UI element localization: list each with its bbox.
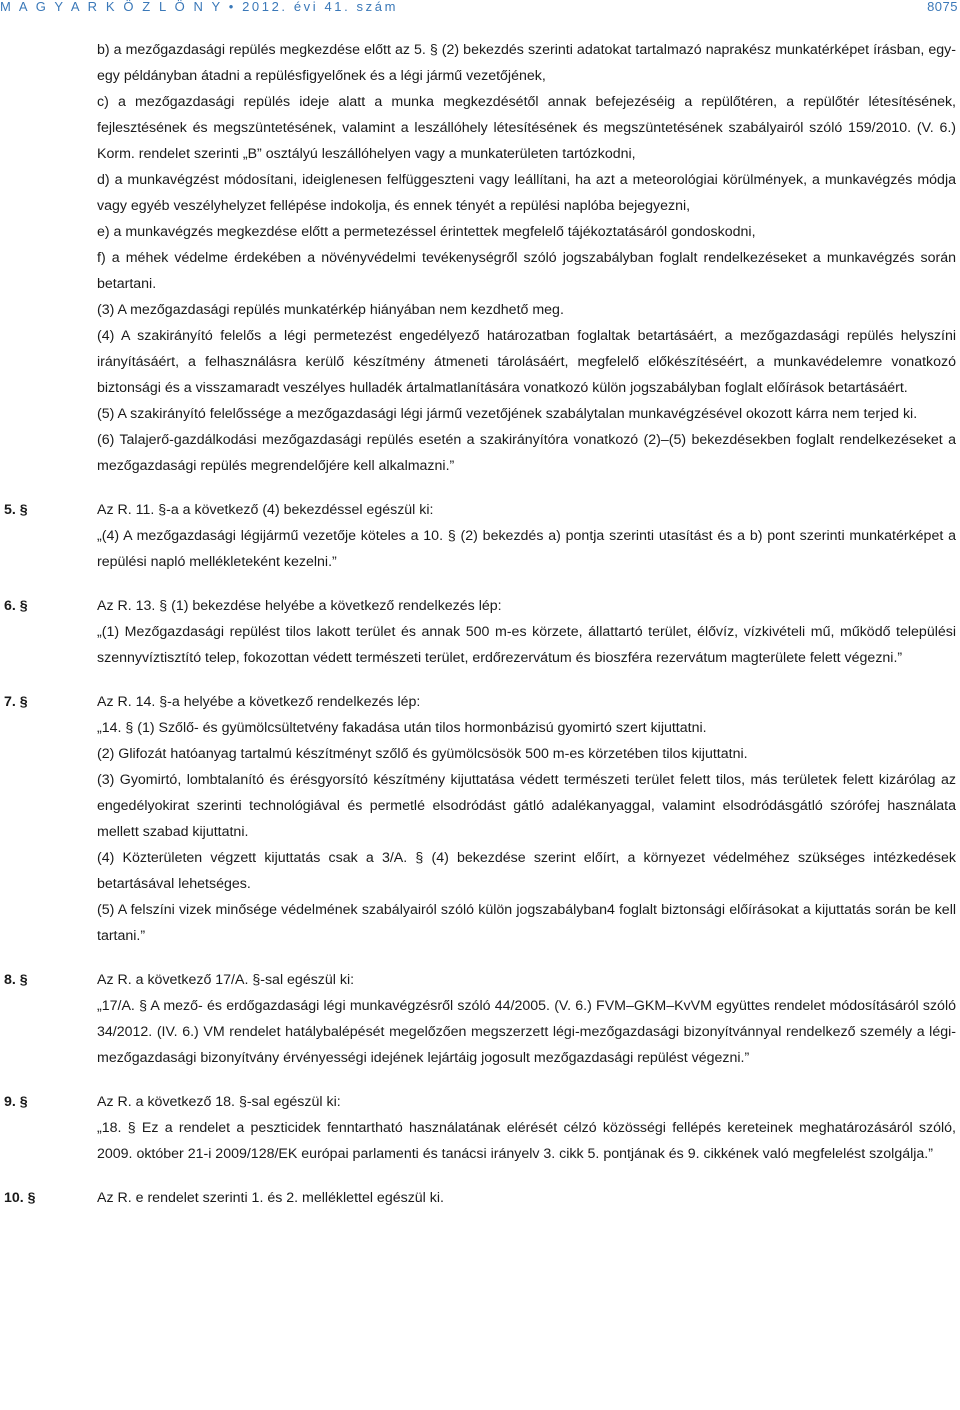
section-number: 6. §	[4, 598, 28, 614]
page-number: 8075	[927, 0, 958, 14]
section-paragraph: „14. § (1) Szőlő- és gyümölcsültetvény fakadása után tilos hormonbázisú gyomirtó szert kijuttatni.	[97, 720, 707, 736]
journal-title: M A G Y A R K Ö Z L Ö N Y • 2012. évi 41. szám	[0, 0, 399, 14]
paragraph-e: e) a munkavégzés megkezdése előtt a permetezéssel érintettek megfelelő tájékoztatásáról gondoskodni,	[97, 224, 756, 240]
intro-block	[0, 37, 960, 479]
section-paragraph: Az R. 14. §-a helyébe a következő rendelkezés lép:	[97, 694, 421, 710]
section-paragraph: „(1) Mezőgazdasági repülést tilos lakott terület és annak 500 m-es körzete, állattartó terület, élővíz, vízkivételi mű, működő települési szennyvíztisztító telep, fokozottan védett természeti terület, erdőrezervátum és bioszféra rezervátum magterülete felett végezni.”	[97, 624, 956, 666]
section-8	[0, 967, 960, 1071]
section-paragraph: Az R. 13. § (1) bekezdése helyébe a következő rendelkezés lép:	[97, 598, 502, 614]
section-paragraph: (2) Glifozát hatóanyag tartalmú készítményt szőlő és gyümölcsösök 500 m-es körzetében tilos kijuttatni.	[97, 746, 748, 762]
paragraph-6: (6) Talajerő-gazdálkodási mezőgazdasági repülés esetén a szakirányítóra vonatkozó (2)–(5) bekezdésekben foglalt rendelkezéseket a mezőgazdasági repülés megrendelőjére kell alkalmazni.”	[97, 432, 956, 474]
section-paragraph: (4) Közterületen végzett kijuttatás csak a 3/A. § (4) bekezdése szerint előírt, a környezet védelméhez szükséges intézkedések betartásával lehetséges.	[97, 850, 956, 892]
paragraph-3: (3) A mezőgazdasági repülés munkatérkép hiányában nem kezdhető meg.	[97, 302, 564, 318]
section-number: 10. §	[4, 1190, 36, 1206]
section-paragraph: Az R. a következő 17/A. §-sal egészül ki:	[97, 972, 355, 988]
section-paragraph: Az R. a következő 18. §-sal egészül ki:	[97, 1094, 341, 1110]
section-paragraph: Az R. 11. §-a a következő (4) bekezdéssel egészül ki:	[97, 502, 434, 518]
paragraph-b: b) a mezőgazdasági repülés megkezdése előtt az 5. § (2) bekezdés szerinti adatokat tartalmazó naprakész munkatérképet írásban, egy-egy példányban átadni a repülésfigyelőnek és a légi jármű vezetőjének,	[97, 42, 956, 84]
section-number: 5. §	[4, 502, 28, 518]
section-paragraph: (3) Gyomirtó, lombtalanító és érésgyorsító készítmény kijuttatása védett természeti terület felett tilos, más területek felett kizárólag az engedélyokirat szerinti technológiával és permetlé elsodródást gátló adalékanyaggal, valamint elsodródásgátló szórófej használata mellett szabad kijuttatni.	[97, 772, 956, 840]
section-number: 8. §	[4, 972, 28, 988]
paragraph-4: (4) A szakirányító felelős a légi permetezést engedélyező határozatban foglaltak betartásáért, a mezőgazdasági repülés helyszíni irányításáért, a felhasználásra kerülő készítmény átmeneti tárolásáért, megfelelő előkészítéséért, a munkavédelemre vonatkozó biztonsági és a visszamaradt veszélyes hulladék ártalmatlanítására vonatkozó külön jogszabályban foglalt előírások betartásáért.	[97, 328, 956, 396]
section-5	[0, 497, 960, 575]
paragraph-c: c) a mezőgazdasági repülés ideje alatt a munka megkezdésétől annak befejezéséig a repülőtéren, a repülőtér létesítésének, fejlesztésének és megszüntetésének, valamint a leszállóhely létesítésének és megszüntetésének szabályairól szóló 159/2010. (V. 6.) Korm. rendelet szerinti „B” osztályú leszállóhelyen vagy a munkaterületen tartózkodni,	[97, 94, 956, 162]
paragraph-d: d) a munkavégzést módosítani, ideiglenesen felfüggeszteni vagy leállítani, ha azt a meteorológiai körülmények, a munkavégzés módja vagy egyéb veszélyhelyzet fellépése indokolja, és ennek tényét a repülési naplóba bejegyezni,	[97, 172, 956, 214]
section-7	[0, 689, 960, 949]
section-10	[0, 1185, 960, 1211]
page-header	[0, 0, 960, 20]
section-paragraph: „(4) A mezőgazdasági légijármű vezetője köteles a 10. § (2) bekezdés a) pontja szerinti utasítást és a b) pont szerinti munkatérképet a repülési napló mellékleteként kezelni.”	[97, 528, 956, 570]
section-paragraph: „17/A. § A mező- és erdőgazdasági légi munkavégzésről szóló 44/2005. (V. 6.) FVM–GKM–KvVM együttes rendelet módosításáról szóló 34/2012. (IV. 6.) VM rendelet hatálybalépését megelőzően megszerzett légi-mezőgazdasági bizonyítvánnyal rendelkező személy a légi-mezőgazdasági bizonyítvány érvényességi idejének lejártáig jogosult mezőgazdasági repülést végezni.”	[97, 998, 956, 1066]
section-paragraph: (5) A felszíni vizek minősége védelmének szabályairól szóló külön jogszabályban4 foglalt biztonsági előírásokat a kijuttatás során be kell tartani.”	[97, 902, 956, 944]
section-paragraph: „18. § Ez a rendelet a peszticidek fenntartható használatának elérését célzó közösségi fellépés kereteinek meghatározásáról szóló, 2009. október 21-i 2009/128/EK európai parlamenti és tanácsi irányelv 3. cikk 5. pontjának és 9. cikkének való megfelelést szolgálja.”	[97, 1120, 956, 1162]
paragraph-f: f) a méhek védelme érdekében a növényvédelmi tevékenységről szóló jogszabályban foglalt rendelkezéseket a munkavégzés során betartani.	[97, 250, 956, 292]
section-9	[0, 1089, 960, 1167]
section-paragraph: Az R. e rendelet szerinti 1. és 2. melléklettel egészül ki.	[97, 1190, 444, 1206]
paragraph-5: (5) A szakirányító felelőssége a mezőgazdasági légi jármű vezetőjének szabálytalan munkavégzésével okozott kárra nem terjed ki.	[97, 406, 918, 422]
section-6	[0, 593, 960, 671]
section-number: 7. §	[4, 694, 28, 710]
document-body	[0, 37, 960, 1211]
section-number: 9. §	[4, 1094, 28, 1110]
